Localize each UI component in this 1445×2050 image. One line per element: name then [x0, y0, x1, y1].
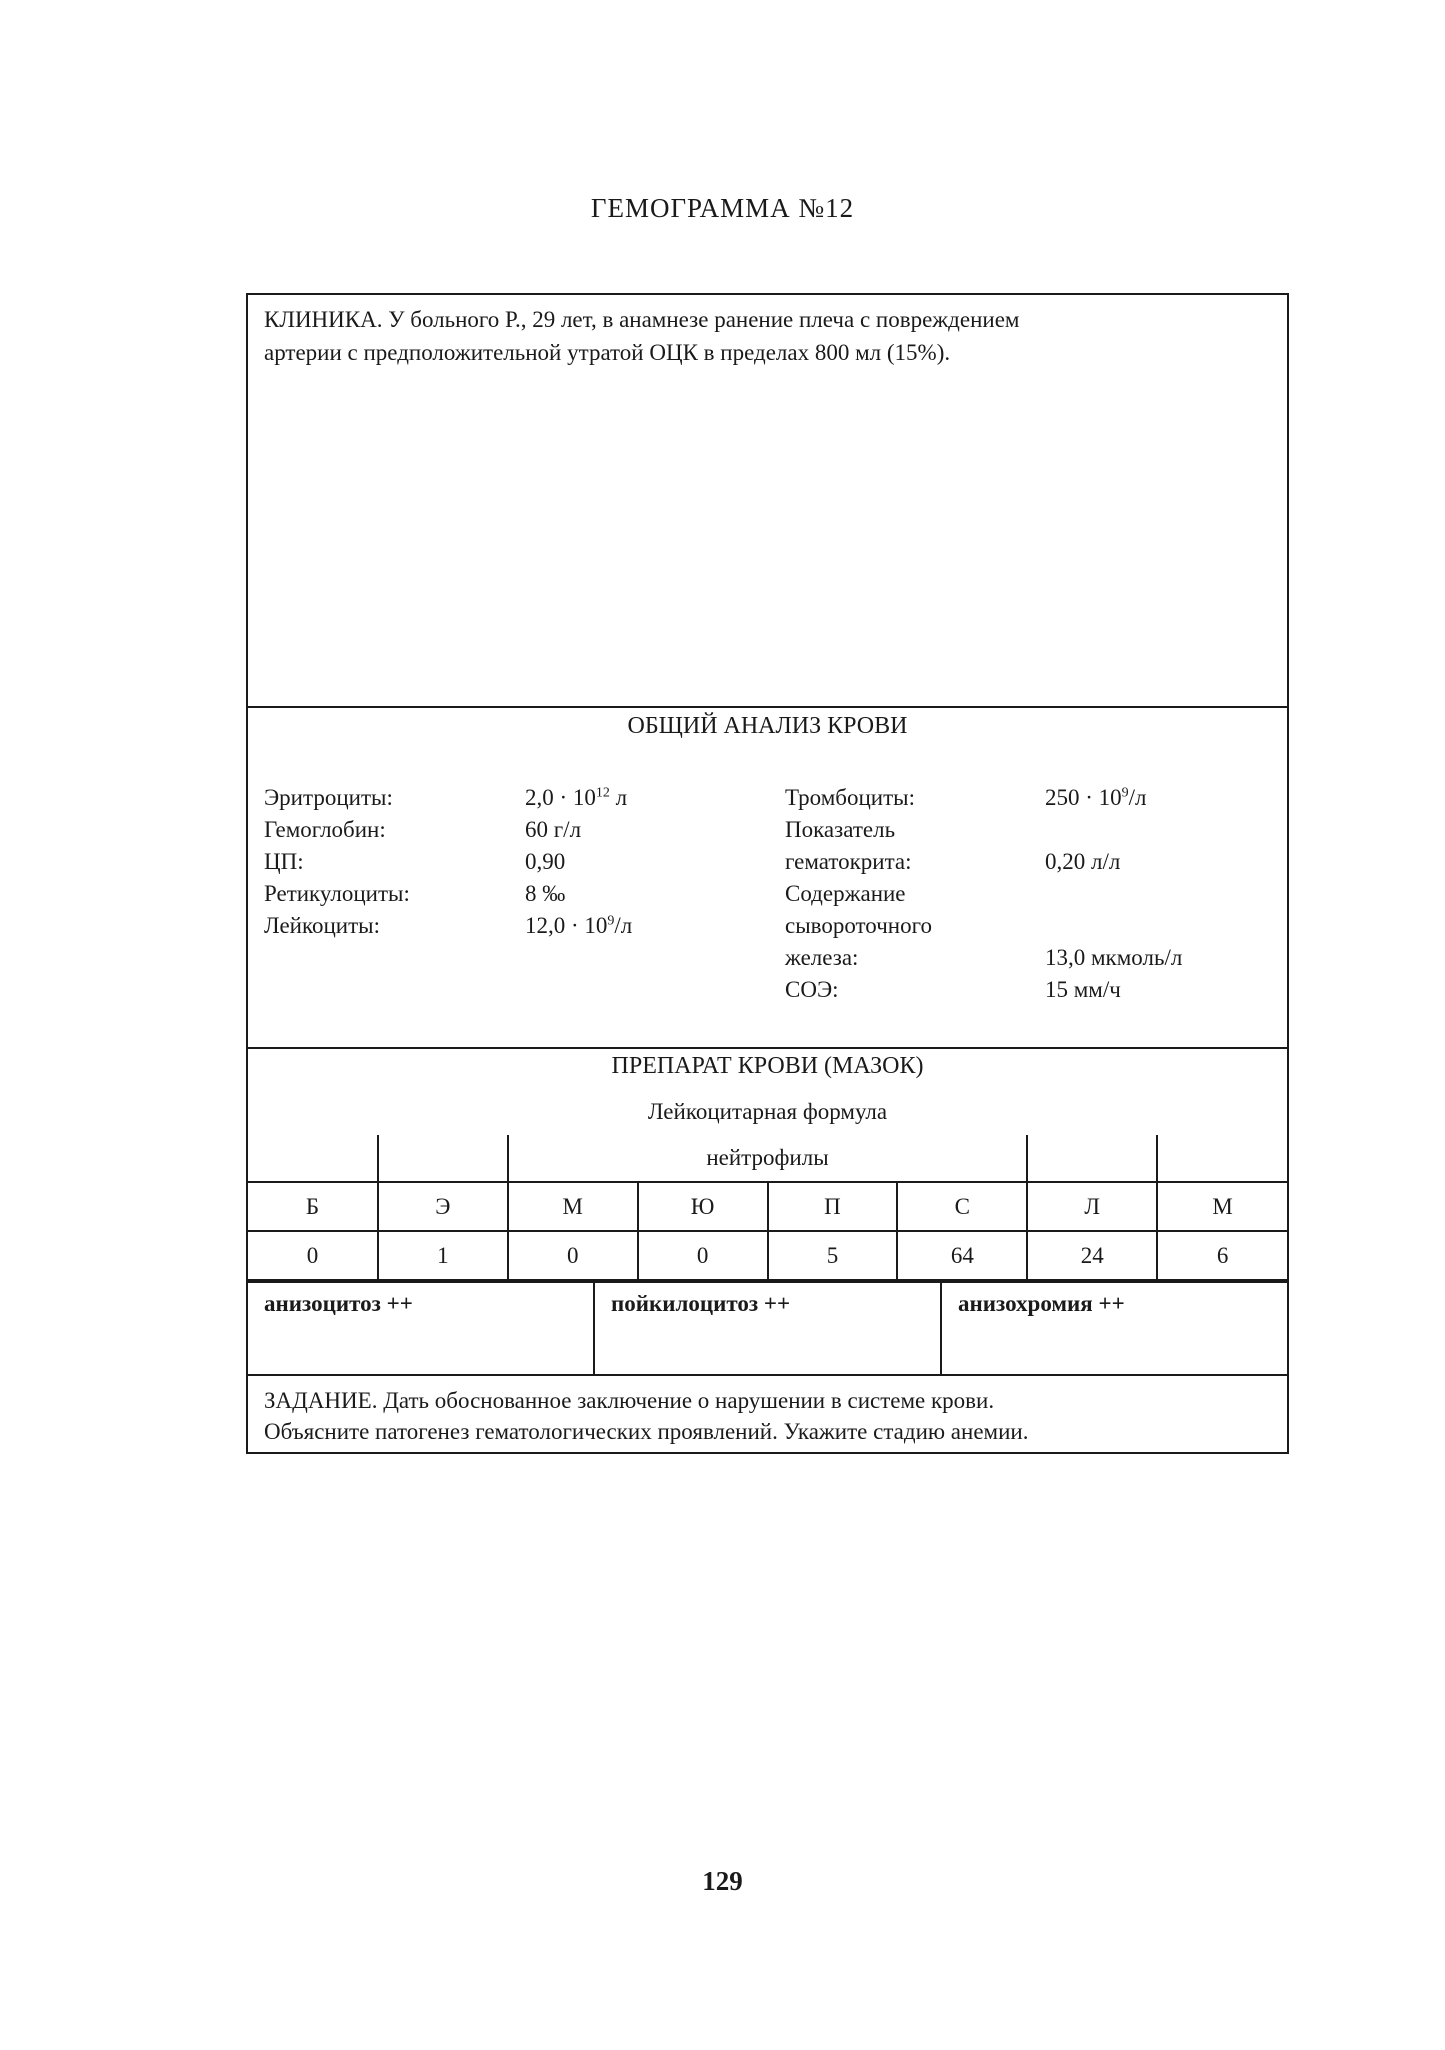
reticulocytes-value: 8 ‰	[525, 881, 566, 906]
platelets-value: $250 \cdot 10^9/л$	[1045, 785, 1147, 810]
table-cell	[1157, 1135, 1287, 1182]
value-myelocytes: 0	[508, 1231, 638, 1280]
header-lymphocytes: Л	[1027, 1182, 1157, 1231]
header-metamyelocytes: Ю	[638, 1182, 768, 1231]
iron-label-line-1: Содержание	[785, 881, 906, 906]
anisocytosis: анизоцитоз ++	[248, 1281, 595, 1374]
rbc-value: $2,0 \cdot 10^{12}$ л	[525, 785, 628, 810]
value-monocytes: 6	[1157, 1231, 1287, 1280]
table-row	[248, 1231, 1287, 1280]
value-eosinophils: 1	[378, 1231, 508, 1280]
iron-value: 13,0 мкмоль/л	[1045, 945, 1183, 970]
table-cell	[378, 1135, 508, 1182]
table-row	[248, 1182, 1287, 1231]
neutrophils-header: нейтрофилы	[508, 1135, 1028, 1182]
task-section	[248, 1377, 1287, 1447]
page-number: 129	[702, 1866, 743, 1896]
iron-label-line-3: железа:	[785, 945, 859, 970]
page-title: ГЕМОГРАММА №12	[590, 193, 855, 223]
platelets-label: Тромбоциты:	[785, 785, 916, 810]
clinic-line-2: артерии с предположительной утратой ОЦК в пределах 800 мл (15%).	[264, 340, 951, 365]
header-monocytes: М	[1157, 1182, 1287, 1231]
divider	[248, 706, 1287, 708]
reticulocytes-label: Ретикулоциты:	[264, 881, 410, 906]
general-analysis-title: ОБЩИЙ АНАЛИЗ КРОВИ	[627, 713, 908, 739]
table-cell	[1027, 1135, 1157, 1182]
hemoglobin-label: Гемоглобин:	[264, 817, 386, 842]
leukocyte-formula-table	[248, 1135, 1287, 1281]
table-row	[248, 1135, 1287, 1182]
anisochromia: анизохромия ++	[958, 1291, 1125, 1316]
color-index-label: ЦП:	[264, 849, 304, 874]
hemogram-card	[246, 293, 1289, 1454]
leukocyte-formula-title: Лейкоцитарная формула	[647, 1099, 888, 1124]
esr-value: 15 мм/ч	[1045, 977, 1121, 1002]
rbc-label: Эритроциты:	[264, 785, 393, 810]
task-line-1: ЗАДАНИЕ. Дать обоснованное заключение о нарушении в системе крови.	[264, 1388, 995, 1413]
hematocrit-label-line-2: гематокрита:	[785, 849, 912, 874]
header-myelocytes: М	[508, 1182, 638, 1231]
value-lymphocytes: 24	[1027, 1231, 1157, 1280]
color-index-value: 0,90	[525, 849, 566, 874]
header-basophils: Б	[248, 1182, 378, 1231]
clinic-section	[248, 295, 1287, 369]
erythrocyte-morphology	[248, 1281, 1287, 1374]
header-band: П	[768, 1182, 898, 1231]
hematocrit-label-line-1: Показатель	[785, 817, 896, 842]
smear-title: ПРЕПАРАТ КРОВИ (МАЗОК)	[611, 1053, 924, 1079]
value-basophils: 0	[248, 1231, 378, 1280]
value-metamyelocytes: 0	[638, 1231, 768, 1280]
header-segmented: С	[897, 1182, 1027, 1231]
table-cell	[248, 1135, 378, 1182]
iron-label-line-2: сывороточного	[785, 913, 932, 938]
value-band: 5	[768, 1231, 898, 1280]
poikilocytosis: пойкилоцитоз ++	[595, 1281, 942, 1374]
hematocrit-value: 0,20 л/л	[1045, 849, 1121, 874]
clinic-line-1: КЛИНИКА. У больного Р., 29 лет, в анамнезе ранение плеча с повреждением	[264, 307, 1020, 332]
hemoglobin-value: 60 г/л	[525, 817, 582, 842]
divider	[248, 1047, 1287, 1049]
task-line-2: Объясните патогенез гематологических проявлений. Укажите стадию анемии.	[264, 1419, 1029, 1444]
leukocytes-value: $12,0 \cdot 10^9/л$	[525, 913, 633, 938]
divider	[248, 1374, 1287, 1376]
esr-label: СОЭ:	[785, 977, 839, 1002]
leukocytes-label: Лейкоциты:	[264, 913, 380, 938]
header-eosinophils: Э	[378, 1182, 508, 1231]
value-segmented: 64	[897, 1231, 1027, 1280]
